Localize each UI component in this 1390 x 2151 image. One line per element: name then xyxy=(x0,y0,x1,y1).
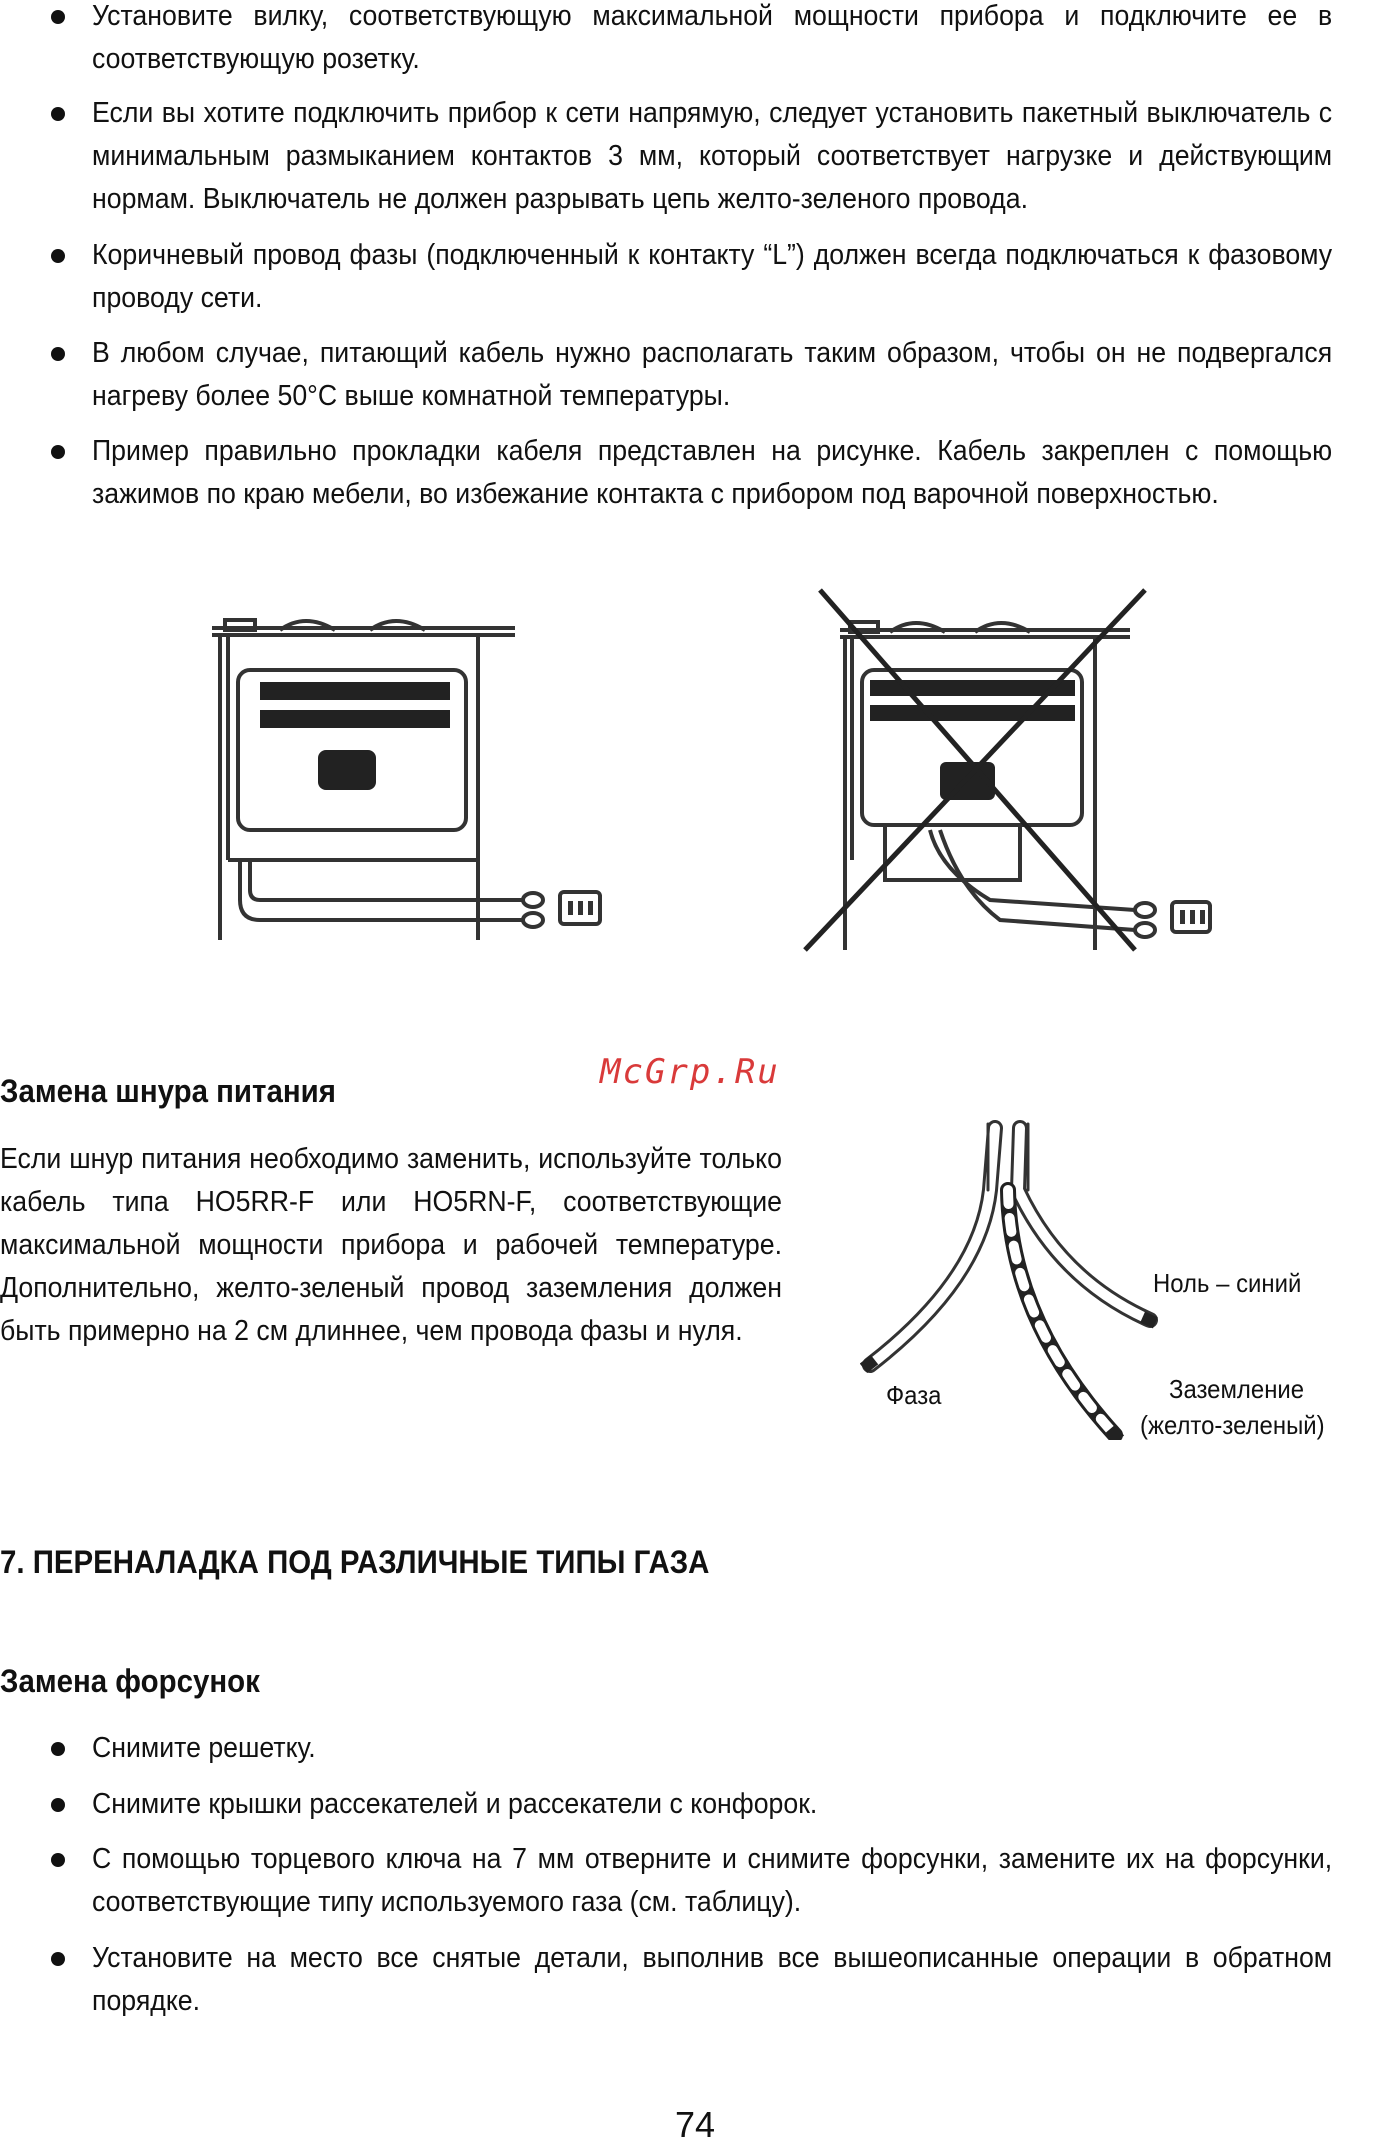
bullet-dot xyxy=(51,1853,65,1867)
neutral-wire-label: Ноль – синий xyxy=(1153,1268,1302,1298)
intro-bullet-1: Установите вилку, соответствующую максимальной мощности прибора и подключите ее в соответствующую розетку. xyxy=(92,0,1333,75)
intro-bullet-2: Если вы хотите подключить прибор к сети напрямую, следует установить пакетный выключатель с минимальным размыканием контактов 3 мм, который соответствует нагрузке и действующим нормам. Выключатель не должен разрывать цепь желто-зеленого провода. xyxy=(92,97,1333,215)
phase-wire-label: Фаза xyxy=(886,1380,942,1410)
bullet-dot xyxy=(51,347,65,361)
earth-wire-label-line2: (желто-зеленый) xyxy=(1140,1410,1325,1440)
cord-section-title: Замена шнура питания xyxy=(0,1073,336,1109)
gas-bullet-2: Снимите крышки рассекателей и рассекатели с конфорок. xyxy=(92,1788,818,1820)
incorrect-installation-figure xyxy=(790,580,1230,960)
intro-bullet-5: Пример правильно прокладки кабеля представлен на рисунке. Кабель закреплен с помощью зажимов по краю мебели, во избежание контакта с прибором под варочной поверхностью. xyxy=(92,435,1333,510)
bullet-dot xyxy=(51,1952,65,1966)
intro-bullet-3: Коричневый провод фазы (подключенный к контакту “L”) должен всегда подключаться к фазовому проводу сети. xyxy=(92,239,1333,314)
gas-bullet-1: Снимите решетку. xyxy=(92,1732,316,1764)
bullet-dot xyxy=(51,107,65,121)
injector-subtitle: Замена форсунок xyxy=(0,1663,260,1699)
gas-bullet-3: С помощью торцевого ключа на 7 мм отверните и снимите форсунки, замените их на форсунки, соответствующие типу используемого газа (см. таблицу). xyxy=(92,1843,1333,1918)
watermark: McGrp.Ru xyxy=(600,1052,780,1092)
gas-section-title: 7. ПЕРЕНАЛАДКА ПОД РАЗЛИЧНЫЕ ТИПЫ ГАЗА xyxy=(0,1544,710,1580)
gas-bullet-4: Установите на место все снятые детали, выполнив все вышеописанные операции в обратном порядке. xyxy=(92,1942,1333,2017)
cord-section-body: Если шнур питания необходимо заменить, используйте только кабель типа HO5RR-F или HO5RN-F, соответствующие максимальной мощности прибора и рабочей температуре. Дополнительно, желто-зеленый провод заземления должен быть примерно на 2 см длиннее, чем провода фазы и нуля. xyxy=(0,1143,782,1347)
bullet-dot xyxy=(51,445,65,459)
bullet-dot xyxy=(51,10,65,24)
intro-bullet-4: В любом случае, питающий кабель нужно располагать таким образом, чтобы он не подвергался нагреву более 50°С выше комнатной температуры. xyxy=(92,337,1333,412)
bullet-dot xyxy=(51,249,65,263)
correct-installation-figure xyxy=(200,600,620,950)
bullet-dot xyxy=(51,1742,65,1756)
earth-wire-label-line1: Заземление xyxy=(1169,1374,1305,1404)
page-number: 74 xyxy=(674,2104,716,2145)
bullet-dot xyxy=(51,1798,65,1812)
